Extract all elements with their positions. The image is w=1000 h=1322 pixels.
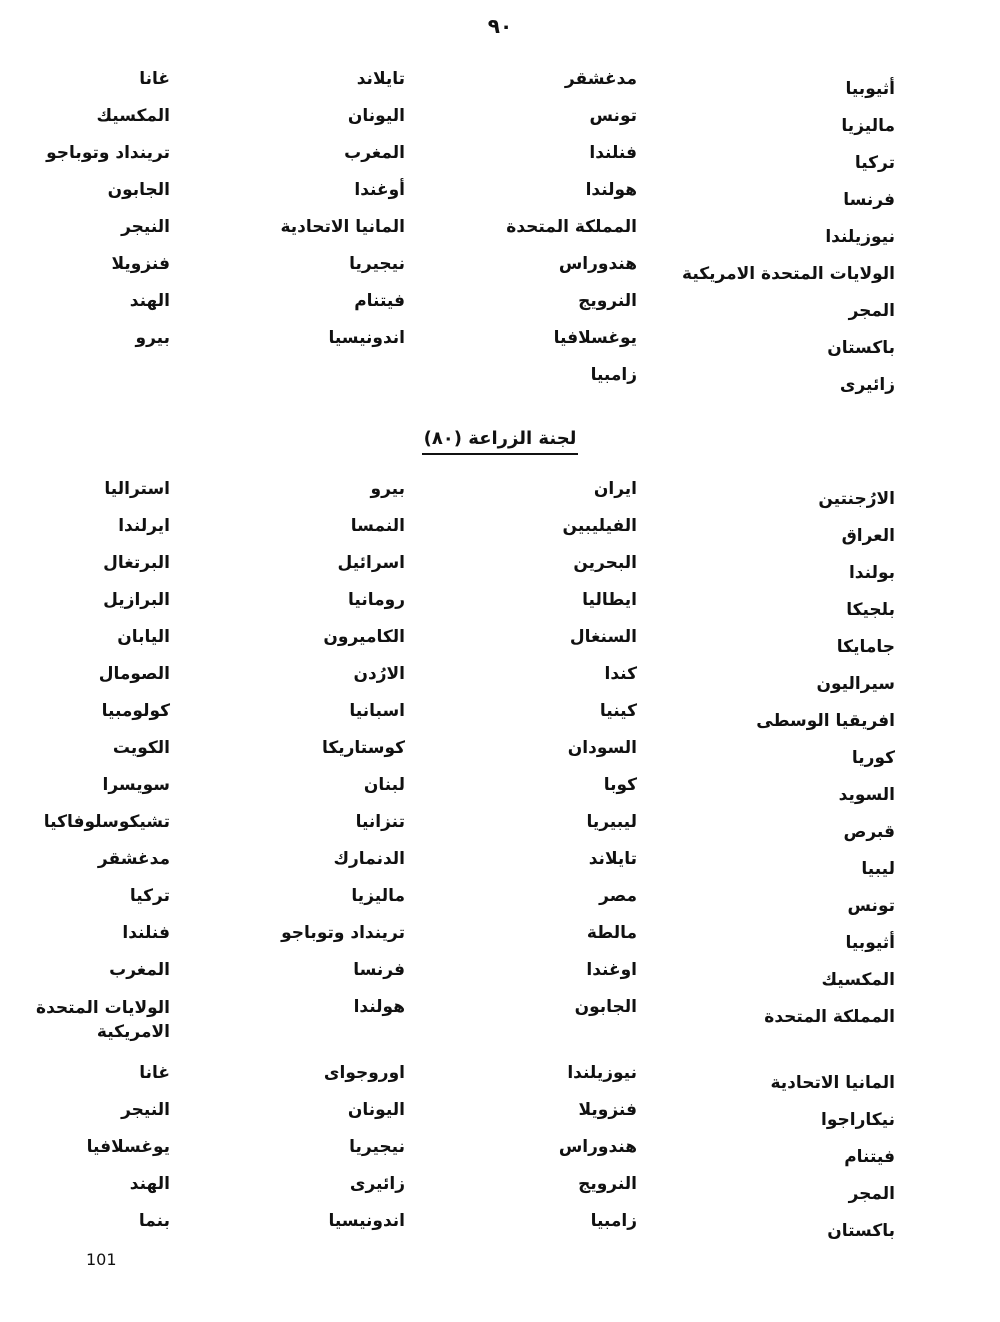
country-cell: المكسيك [96, 106, 170, 126]
country-cell: زائيرى [839, 375, 895, 395]
country-cell: ماليزيا [841, 116, 895, 136]
country-cell: النيجر [121, 217, 170, 237]
country-cell: المجر [848, 301, 895, 321]
country-cell: تونس [589, 106, 637, 126]
country-cell: رومانيا [348, 590, 405, 610]
country-cell: زائيرى [349, 1174, 405, 1194]
country-cell: ايرلندا [118, 516, 170, 536]
country-cell: هندوراس [558, 1137, 637, 1157]
country-cell: فرنسا [353, 960, 405, 980]
table-row [0, 142, 1000, 179]
country-cell: الولايات المتحدة الامريكية [36, 998, 170, 1042]
country-cell: زامبيا [590, 1211, 637, 1231]
country-cell: النيجر [121, 1100, 170, 1120]
country-cell: ايطاليا [582, 590, 637, 610]
country-cell: اندونيسيا [328, 328, 405, 348]
table-row [0, 1099, 1000, 1136]
country-cell: نيجيريا [349, 254, 405, 274]
country-cell: ماليزيا [351, 886, 405, 906]
country-cell: الهند [129, 1174, 170, 1194]
table-row [0, 290, 1000, 327]
country-cell: الجابون [574, 997, 637, 1017]
table-row [0, 848, 1000, 885]
country-cell: ليبيريا [586, 812, 637, 832]
country-cell: أثيوبيا [845, 79, 895, 99]
country-cell: جامايكا [836, 637, 895, 657]
table-row [0, 364, 1000, 401]
table-row [0, 478, 1000, 515]
table-row [0, 885, 1000, 922]
country-cell: المغرب [109, 960, 170, 980]
country-cell: قبرص [843, 822, 895, 842]
table-row [0, 959, 1000, 996]
country-cell: فيتنام [844, 1147, 895, 1167]
country-cell: مدغشقر [97, 849, 170, 869]
country-cell: الكويت [112, 738, 170, 758]
country-cell: البرازيل [103, 590, 170, 610]
country-cell: الصومال [98, 664, 170, 684]
country-cell: لبنان [363, 775, 405, 795]
country-cell: سيراليون [816, 674, 895, 694]
country-cell: البحرين [573, 553, 637, 573]
country-cell: اليونان [347, 1100, 405, 1120]
table-row [0, 68, 1000, 105]
country-cell: اسبانيا [349, 701, 405, 721]
page-number: ٩٠ [487, 14, 513, 38]
table-row [0, 552, 1000, 589]
table-row [0, 1062, 1000, 1099]
table-row [0, 811, 1000, 848]
country-cell: المملكة المتحدة [764, 1007, 895, 1027]
table-row [0, 105, 1000, 142]
country-cell: بنما [138, 1211, 170, 1231]
country-cell: ترينداد وتوباجو [46, 143, 170, 163]
table-row [0, 1210, 1000, 1247]
country-cell: ايران [593, 479, 637, 499]
country-cell: المجر [848, 1184, 895, 1204]
country-cell: الهند [129, 291, 170, 311]
table-row [0, 179, 1000, 216]
country-cell: فنلندا [122, 923, 170, 943]
country-cell: تركيا [854, 153, 895, 173]
country-cell: بلجيكا [846, 600, 895, 620]
country-cell: الارُجنتين [818, 489, 895, 509]
table-row [0, 327, 1000, 364]
country-cell: غانا [139, 69, 170, 89]
country-cell: باكستان [827, 1221, 895, 1241]
country-cell: الكاميرون [323, 627, 405, 647]
country-cell: فيتنام [354, 291, 405, 311]
country-cell: النمسا [350, 516, 405, 536]
table-row [0, 626, 1000, 663]
country-cell: الولايات المتحدة الامريكية [682, 264, 895, 284]
table-row [0, 737, 1000, 774]
country-cell: تايلاند [588, 849, 637, 869]
country-cell: نيجيريا [349, 1137, 405, 1157]
country-cell: يوغسلافيا [86, 1137, 170, 1157]
country-cell: افريقيا الوسطى [756, 711, 895, 731]
table-row [0, 253, 1000, 290]
country-cell: كندا [604, 664, 637, 684]
country-cell: هولندا [585, 180, 637, 200]
country-cell: كوستاريكا [321, 738, 405, 758]
table-row [0, 515, 1000, 552]
country-cell: المانيا الاتحادية [770, 1073, 895, 1093]
country-cell: السنغال [569, 627, 637, 647]
country-cell: مدغشقر [564, 69, 637, 89]
country-cell: فنلندا [589, 143, 637, 163]
country-cell: يوغسلافيا [553, 328, 637, 348]
table-row [0, 1173, 1000, 1210]
country-cell: سويسرا [102, 775, 170, 795]
table-row [0, 1136, 1000, 1173]
country-list-1 [0, 68, 1000, 401]
country-cell: النرويج [578, 1174, 637, 1194]
country-cell: العراق [841, 526, 895, 546]
country-cell: تشيكوسلوفاكيا [43, 812, 170, 832]
table-row [0, 700, 1000, 737]
country-cell: المملكة المتحدة [506, 217, 637, 237]
country-cell: تايلاند [356, 69, 405, 89]
table-row [0, 663, 1000, 700]
country-cell: تونس [847, 896, 895, 916]
country-cell: باكستان [827, 338, 895, 358]
country-cell: زامبيا [590, 365, 637, 385]
country-cell: السودان [567, 738, 637, 758]
country-cell: الارُدن [353, 664, 405, 684]
country-cell: أثيوبيا [845, 933, 895, 953]
country-cell: مصر [599, 886, 637, 906]
country-cell: اوروجواى [323, 1063, 405, 1083]
country-cell: الفيليبين [562, 516, 637, 536]
country-cell: كولومبيا [101, 701, 170, 721]
table-row [0, 589, 1000, 626]
country-cell: غانا [139, 1063, 170, 1083]
country-cell: أوغندا [354, 180, 405, 200]
country-cell: الدنمارك [333, 849, 405, 869]
country-cell: ترينداد وتوباجو [281, 923, 405, 943]
country-cell: فنزويلا [578, 1100, 637, 1120]
country-cell: السويد [838, 785, 895, 805]
country-cell: مالطة [586, 923, 637, 943]
section-title: لجنة الزراعة (٨٠) [422, 428, 579, 455]
country-list-2 [0, 478, 1000, 1247]
country-cell: المكسيك [821, 970, 895, 990]
country-cell: كوبا [603, 775, 637, 795]
country-cell: تنزانيا [355, 812, 405, 832]
country-cell: ليبيا [861, 859, 895, 879]
country-cell: بيرو [135, 328, 170, 348]
country-cell: نيوزيلندا [567, 1063, 637, 1083]
table-row [0, 922, 1000, 959]
country-cell: المغرب [344, 143, 405, 163]
country-cell: نيكاراجوا [821, 1110, 895, 1130]
country-cell: النرويج [578, 291, 637, 311]
footer-number: 101 [86, 1250, 117, 1269]
section-title-wrapper [0, 428, 1000, 455]
country-cell: اسرائيل [337, 553, 405, 573]
country-cell: فنزويلا [111, 254, 170, 274]
country-cell: اليابان [117, 627, 170, 647]
country-cell: تركيا [129, 886, 170, 906]
country-cell: اليونان [347, 106, 405, 126]
country-cell: هولندا [353, 997, 405, 1017]
country-cell: هندوراس [558, 254, 637, 274]
country-cell: البرتغال [103, 553, 170, 573]
table-row [0, 774, 1000, 811]
country-cell: كينيا [599, 701, 637, 721]
country-cell: المانيا الاتحادية [280, 217, 405, 237]
country-cell: اندونيسيا [328, 1211, 405, 1231]
country-cell: بولندا [848, 563, 895, 583]
country-cell: استراليا [104, 479, 170, 499]
country-cell: كوريا [851, 748, 895, 768]
country-cell: فرنسا [843, 190, 895, 210]
country-cell: نيوزيلندا [825, 227, 895, 247]
country-cell: بيرو [370, 479, 405, 499]
table-row [0, 216, 1000, 253]
country-cell: الجابون [107, 180, 170, 200]
country-cell: اوغندا [586, 960, 637, 980]
table-row [0, 996, 1000, 1062]
